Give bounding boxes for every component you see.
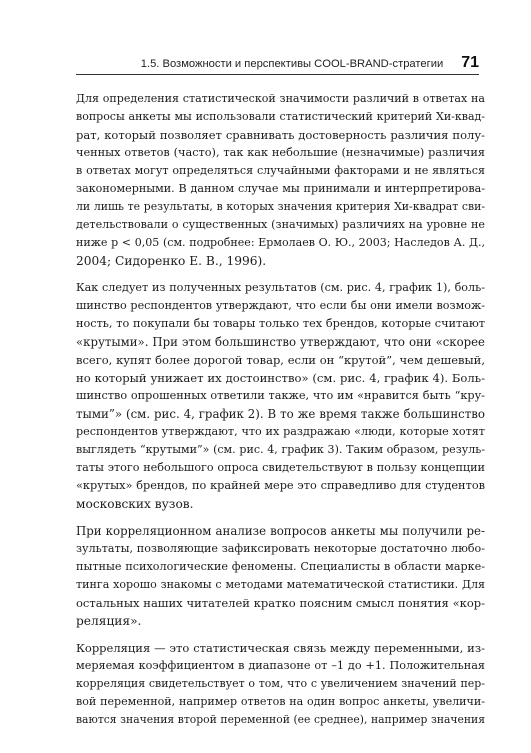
page-number: 71 — [461, 54, 479, 71]
text-line: пытные психологические феномены. Специалисты в области марке- — [76, 560, 485, 573]
text-line: «крутыми». При этом большинство утверждают, что они «скорее — [76, 335, 485, 349]
text-line: меряемая коэффициентом в диапазоне от –1 до +1. Положительная — [76, 659, 485, 672]
text-line: ченных ответов (часто), так как небольшие (незначимые) различия — [76, 146, 485, 159]
text-line: выглядеть “крутыми”» (см. рис. 4, график 3). Таким образом, резуль- — [76, 443, 485, 456]
paragraph-2 — [76, 279, 485, 513]
text-line: Как следует из полученных результатов (см. рис. 4, график 1), боль- — [76, 281, 485, 294]
text-line: шинство респондентов утверждают, что если бы они имели возмож- — [76, 299, 485, 312]
text-line: зультаты, позволяющие зафиксировать некоторые достаточно любо- — [76, 542, 485, 555]
running-header — [76, 50, 479, 75]
text-line: детельствовали о существенных (значимых) различиях на уровне не — [76, 218, 485, 231]
paragraph-4 — [76, 639, 485, 729]
text-line: вой переменной, например ответов на один вопрос анкеты, увеличи- — [76, 695, 485, 708]
text-line: реляция». — [76, 614, 142, 628]
text-line: При корреляционном анализе вопросов анкеты мы получили ре- — [76, 524, 485, 538]
paragraph-1 — [76, 90, 485, 270]
text-line: тинга хорошо знакомы с методами математической статистики. Для — [76, 578, 485, 591]
text-line: но который унижает их достоинство» (см. рис. 4, график 4). Боль- — [76, 371, 485, 385]
text-line: тыми”» (см. рис. 4, график 2). В то же время также большинство — [76, 407, 485, 421]
text-line: корреляция свидетельствует о том, что с увеличением значений пер- — [76, 677, 485, 690]
text-line: остальных наших читателей кратко поясним смысл понятия «кор- — [76, 596, 485, 610]
text-line: таты этого небольшого опроса свидетельствуют в пользу концепции — [76, 461, 485, 474]
text-line: ниже p < 0,05 (см. подробнее: Ермолаев О. Ю., 2003; Наследов А. Д., — [76, 236, 485, 249]
text-line: ность, то покупали бы товары только тех брендов, которые считают — [76, 317, 485, 330]
text-line: «крутых» брендов, по крайней мере это справедливо для студентов — [76, 479, 485, 492]
text-line: всего, купят более дорогой товар, если он “крутой”, чем дешевый, — [76, 353, 485, 367]
text-line: рат, который позволяет сравнивать достоверность различия полу- — [76, 128, 485, 142]
text-line: шинство опрошенных ответили также, что им «нравится быть “кру- — [76, 389, 485, 402]
page-body — [76, 90, 485, 738]
running-title: 1.5. Возможности и перспективы COOL-BRAND-стратегии — [140, 58, 444, 70]
text-line: ли лишь те результаты, в которых значения критерия Хи-квадрат сви- — [76, 200, 485, 213]
text-line: 2004; Сидоренко Е. В., 1996). — [76, 254, 267, 268]
text-line: в ответах могут определяться случайными факторами и не являться — [76, 164, 485, 177]
paragraph-3 — [76, 522, 485, 630]
text-line: ваются значения второй переменной (ее среднее), например значения — [76, 713, 485, 726]
text-line: Корреляция — это статистическая связь между переменными, из- — [76, 641, 485, 655]
text-line: московских вузов. — [76, 497, 194, 511]
text-line: Для определения статистической значимости различий в ответах на — [76, 92, 485, 105]
text-line: закономерными. В данном случае мы принимали и интерпретирова- — [76, 182, 485, 195]
text-line: респондентов утверждают, что их раздражаю «люди, которые хотят — [76, 425, 485, 438]
text-line: вопросы анкеты мы использовали статистический критерий Хи-квад- — [76, 110, 485, 123]
